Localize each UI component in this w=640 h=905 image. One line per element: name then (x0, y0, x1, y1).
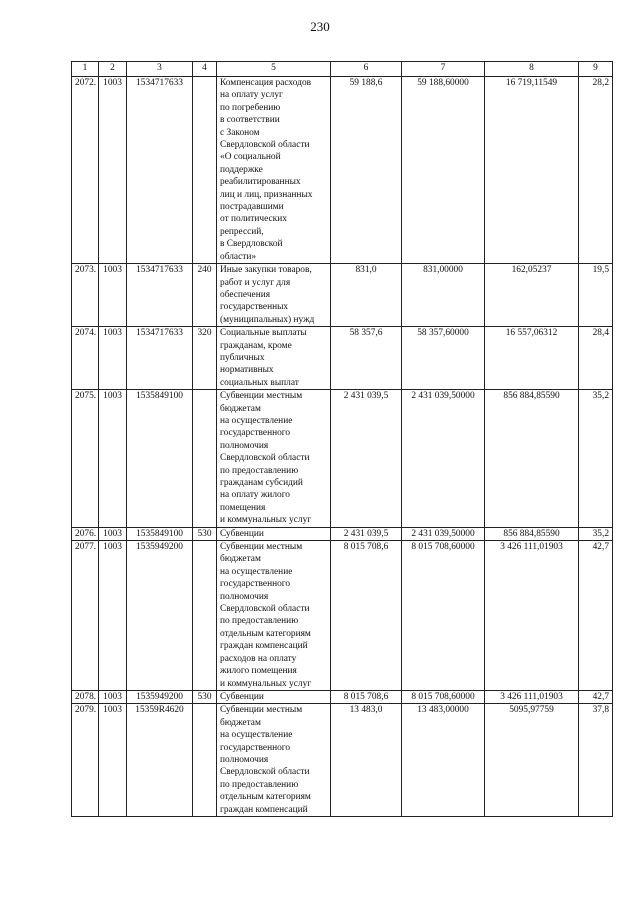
target-article-code: 1534717633 (127, 327, 193, 390)
column-header-7: 7 (402, 62, 485, 77)
item-name-line: на осуществление (220, 566, 293, 577)
item-name-line: полномочия (220, 591, 269, 602)
executed-amount: 16 719,11549 (485, 77, 579, 264)
executed-amount: 5095,97759 (485, 704, 579, 817)
table-row (72, 327, 613, 390)
item-name-line: нормативных (220, 365, 274, 376)
item-name-line: в соответствии (220, 115, 280, 126)
row-number: 2075. (72, 390, 99, 527)
item-name (217, 527, 331, 540)
executed-amount: 162,05237 (485, 264, 579, 327)
column-header-8: 8 (485, 62, 579, 77)
execution-percent: 19,5 (579, 264, 613, 327)
item-name-line: на оплату жилого (220, 490, 290, 501)
row-number: 2077. (72, 541, 99, 691)
item-name-line: бюджетам (220, 717, 261, 728)
item-name-line: расходов на оплату (220, 653, 297, 664)
target-article-code: 1534717633 (127, 77, 193, 264)
item-name-line: на осуществление (220, 415, 293, 426)
item-name-line: гражданам, кроме (220, 340, 292, 351)
item-name-line: Субвенции (220, 528, 264, 539)
executed-amount: 856 884,85590 (485, 390, 579, 527)
item-name-line: репрессий, (220, 226, 264, 237)
item-name-line: Социальные выплаты (220, 328, 307, 339)
item-name-line: с Законом (220, 127, 260, 138)
item-name (217, 704, 331, 817)
execution-percent: 28,4 (579, 327, 613, 390)
item-name-line: полномочия (220, 754, 269, 765)
row-number: 2079. (72, 704, 99, 817)
section-code: 1003 (99, 264, 127, 327)
section-code: 1003 (99, 77, 127, 264)
item-name-line: области» (220, 251, 257, 262)
table-row (72, 527, 613, 540)
adjusted-amount: 2 431 039,50000 (402, 390, 485, 527)
column-header-1: 1 (72, 62, 99, 77)
item-name-line: Свердловской области (220, 140, 310, 151)
executed-amount: 16 557,06312 (485, 327, 579, 390)
expense-type-code (193, 390, 217, 527)
expense-type-code: 240 (193, 264, 217, 327)
table-row (72, 77, 613, 264)
target-article-code: 1535949200 (127, 690, 193, 703)
expense-type-code (193, 77, 217, 264)
item-name-line: и коммунальных услуг (220, 515, 312, 526)
expense-type-code: 530 (193, 527, 217, 540)
planned-amount: 2 431 039,5 (331, 390, 402, 527)
expense-type-code: 320 (193, 327, 217, 390)
section-code: 1003 (99, 327, 127, 390)
table-row (72, 264, 613, 327)
item-name-line: полномочия (220, 440, 269, 451)
item-name-line: жилого помещения (220, 666, 297, 677)
planned-amount: 8 015 708,6 (331, 541, 402, 691)
item-name-line: Субвенции местным (220, 391, 303, 402)
item-name-line: поддержке (220, 164, 263, 175)
column-header-3: 3 (127, 62, 193, 77)
adjusted-amount: 831,00000 (402, 264, 485, 327)
adjusted-amount: 59 188,60000 (402, 77, 485, 264)
table-row (72, 704, 613, 817)
target-article-code: 1534717633 (127, 264, 193, 327)
item-name-line: от политических (220, 214, 287, 225)
executed-amount: 3 426 111,01903 (485, 541, 579, 691)
table-row (72, 690, 613, 703)
item-name-line: Субвенции местным (220, 705, 303, 716)
item-name-line: государственного (220, 579, 291, 590)
page-number: 230 (310, 19, 330, 34)
item-name (217, 690, 331, 703)
adjusted-amount: 58 357,60000 (402, 327, 485, 390)
item-name-line: бюджетам (220, 403, 261, 414)
item-name-line: граждан компенсаций (220, 641, 308, 652)
item-name-line: публичных (220, 352, 265, 363)
row-number: 2074. (72, 327, 99, 390)
item-name-line: социальных выплат (220, 377, 299, 388)
item-name-line: Свердловской области (220, 767, 310, 778)
table-row (72, 390, 613, 527)
execution-percent: 35,2 (579, 527, 613, 540)
row-number: 2078. (72, 690, 99, 703)
item-name (217, 77, 331, 264)
adjusted-amount: 8 015 708,60000 (402, 690, 485, 703)
row-number: 2072. (72, 77, 99, 264)
table-row (72, 541, 613, 691)
planned-amount: 13 483,0 (331, 704, 402, 817)
execution-percent: 42,7 (579, 690, 613, 703)
planned-amount: 831,0 (331, 264, 402, 327)
table-body (72, 77, 613, 817)
item-name-line: по предоставлению (220, 616, 299, 627)
adjusted-amount: 2 431 039,50000 (402, 527, 485, 540)
item-name-line: Субвенции местным (220, 542, 303, 553)
item-name-line: отдельным категориям (220, 792, 311, 803)
target-article-code: 1535849100 (127, 390, 193, 527)
execution-percent: 28,2 (579, 77, 613, 264)
column-header-4: 4 (193, 62, 217, 77)
target-article-code: 15359R4620 (127, 704, 193, 817)
expense-type-code: 530 (193, 690, 217, 703)
item-name (217, 264, 331, 327)
target-article-code: 1535949200 (127, 541, 193, 691)
column-header-2: 2 (99, 62, 127, 77)
item-name-line: государственного (220, 742, 291, 753)
item-name (217, 541, 331, 691)
item-name-line: по погребению (220, 102, 281, 113)
item-name-line: на оплату услуг (220, 90, 283, 101)
item-name-line: по предоставлению (220, 465, 299, 476)
item-name-line: Иные закупки товаров, (220, 265, 312, 276)
item-name (217, 390, 331, 527)
item-name-line: помещения (220, 502, 266, 513)
header-row (72, 62, 613, 77)
execution-percent: 37,8 (579, 704, 613, 817)
budget-table (71, 61, 613, 817)
item-name-line: государственного (220, 428, 291, 439)
planned-amount: 2 431 039,5 (331, 527, 402, 540)
row-number: 2076. (72, 527, 99, 540)
item-name-line: гражданам субсидий (220, 478, 303, 488)
item-name-line: пострадавшими (220, 202, 284, 213)
executed-amount: 3 426 111,01903 (485, 690, 579, 703)
item-name-line: бюджетам (220, 554, 261, 565)
execution-percent: 35,2 (579, 390, 613, 527)
item-name-line: реабилитированных (220, 177, 301, 188)
adjusted-amount: 8 015 708,60000 (402, 541, 485, 691)
item-name-line: в Свердловской (220, 239, 283, 250)
item-name-line: «О социальной (220, 152, 281, 163)
item-name-line: (муниципальных) нужд (220, 314, 315, 325)
item-name-line: Свердловской области (220, 604, 310, 615)
item-name-line: Субвенции (220, 691, 264, 702)
item-name-line: отдельным категориям (220, 628, 311, 639)
column-header-6: 6 (331, 62, 402, 77)
column-header-9: 9 (579, 62, 613, 77)
item-name-line: работ и услуг для (220, 277, 291, 288)
item-name-line: Свердловской области (220, 453, 310, 464)
column-header-5: 5 (217, 62, 331, 77)
section-code: 1003 (99, 704, 127, 817)
row-number: 2073. (72, 264, 99, 327)
planned-amount: 58 357,6 (331, 327, 402, 390)
item-name (217, 327, 331, 390)
planned-amount: 59 188,6 (331, 77, 402, 264)
section-code: 1003 (99, 690, 127, 703)
item-name-line: по предоставлению (220, 779, 299, 790)
executed-amount: 856 884,85590 (485, 527, 579, 540)
section-code: 1003 (99, 541, 127, 691)
planned-amount: 8 015 708,6 (331, 690, 402, 703)
item-name-line: на осуществление (220, 730, 293, 741)
section-code: 1003 (99, 527, 127, 540)
item-name-line: граждан компенсаций (220, 804, 308, 815)
item-name-line: Компенсация расходов (220, 78, 312, 88)
target-article-code: 1535849100 (127, 527, 193, 540)
item-name-line: и коммунальных услуг (220, 678, 312, 689)
section-code: 1003 (99, 390, 127, 527)
execution-percent: 42,7 (579, 541, 613, 691)
expense-type-code (193, 704, 217, 817)
item-name-line: обеспечения (220, 289, 271, 300)
expense-type-code (193, 541, 217, 691)
adjusted-amount: 13 483,00000 (402, 704, 485, 817)
item-name-line: государственных (220, 302, 289, 313)
item-name-line: лиц и лиц, признанных (220, 189, 313, 200)
